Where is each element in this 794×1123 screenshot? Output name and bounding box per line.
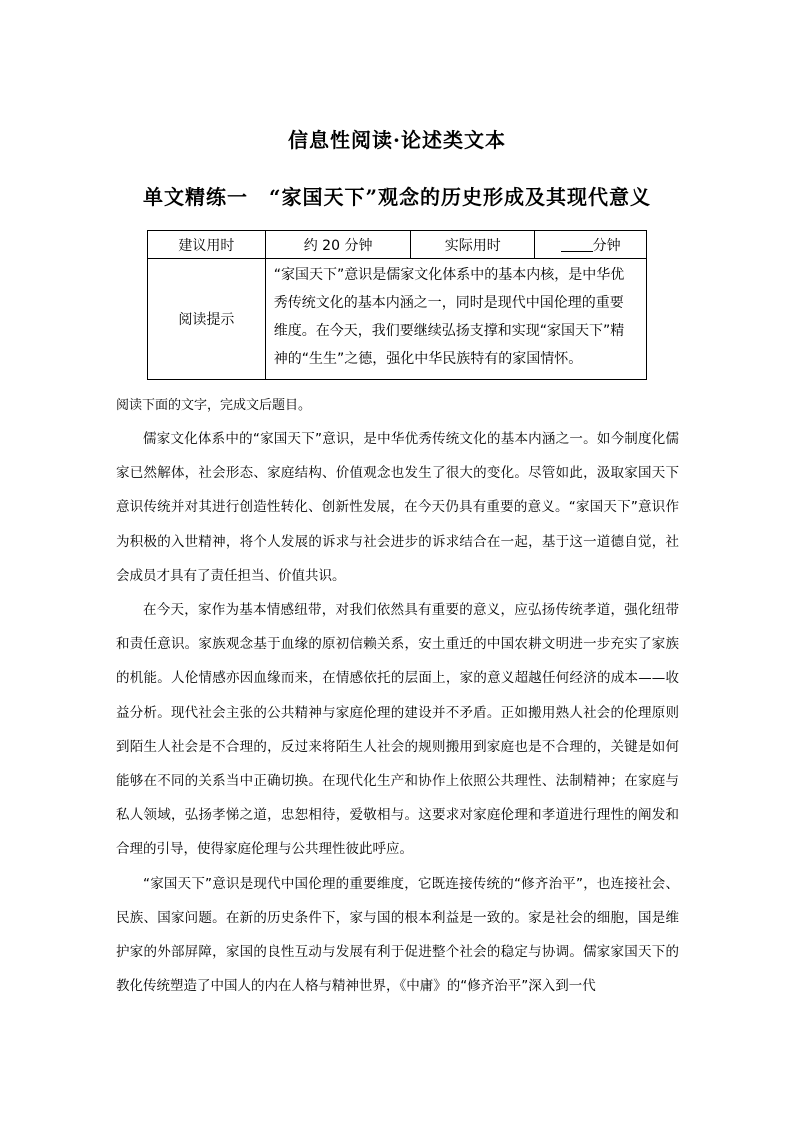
suggested-time-value: 约 20 分钟 bbox=[265, 231, 411, 259]
actual-time-cell bbox=[535, 231, 647, 259]
paragraph: 儒家文化体系中的“家国天下”意识，是中华优秀传统文化的基本内涵之一。如今制度化儒家已然解体，社会形态、家庭结构、价值观念也发生了很大的变化。尽管如此，汲取家国天下意识传统并对其进行创造性转化、创新性发展，在今天仍具有重要的意义。“家国天下”意识作为积极的入世精神，将个人发展的诉求与社会进步的诉求结合在一起，基于这一道德自觉，社会成员才具有了责任担当、价值共识。 bbox=[116, 431, 679, 584]
paragraph: “家国天下”意识是现代中国伦理的重要维度，它既连接传统的“修齐治平”，也连接社会、民族、国家问题。在新的历史条件下，家与国的根本利益是一致的。家是社会的细胞，国是维护家的外部屏障，家国的良性互动与发展有利于促进整个社会的稳定与协调。儒家家国天下的教化传统塑造了中国人的内在人格与精神世界，《中庸》的“修齐治平”深入到一代 bbox=[116, 875, 679, 995]
actual-time-label: 实际用时 bbox=[411, 231, 535, 259]
reading-tip-text: “家国天下”意识是儒家文化体系中的基本内核，是中华优秀传统文化的基本内涵之一，同时是现代中国伦理的重要维度。在今天，我们要继续弘扬支撑和实现“家国天下”精神的“生生”之德，强化中华民族特有的家国情怀。 bbox=[265, 259, 646, 380]
article-body bbox=[116, 422, 679, 1003]
time-row bbox=[148, 231, 647, 259]
paragraph: 在今天，家作为基本情感纽带，对我们依然具有重要的意义，应弘扬传统孝道，强化纽带和责任意识。家族观念基于血缘的原初信赖关系，安土重迁的中国农耕文明进一步充实了家族的机能。人伦情感亦因血缘而来，在情感依托的层面上，家的意义超越任何经济的成本——收益分析。现代社会主张的公共精神与家庭伦理的建设并不矛盾。正如搬用熟人社会的伦理原则到陌生人社会是不合理的，反过来将陌生人社会的规则搬用到家庭也是不合理的，关键是如何能够在不同的关系当中正确切换。在现代化生产和协作上依照公共理性、法制精神；在家庭与私人领域，弘扬孝悌之道，忠恕相待，爱敬相与。这要求对家庭伦理和孝道进行理性的阐发和合理的引导，使得家庭伦理与公共理性彼此呼应。 bbox=[116, 602, 679, 858]
page-title: 信息性阅读·论述类文本 bbox=[288, 128, 506, 152]
tip-row bbox=[148, 259, 647, 380]
actual-time-blank[interactable] bbox=[561, 237, 593, 252]
instruction-text: 阅读下面的文字，完成文后题目。 bbox=[116, 398, 312, 413]
reading-info-table bbox=[147, 230, 647, 380]
suggested-time-label: 建议用时 bbox=[148, 231, 266, 259]
section-title: 单文精练一 “家国天下”观念的历史形成及其现代意义 bbox=[142, 185, 651, 209]
actual-time-unit: 分钟 bbox=[592, 237, 621, 254]
reading-tip-label: 阅读提示 bbox=[148, 259, 266, 380]
